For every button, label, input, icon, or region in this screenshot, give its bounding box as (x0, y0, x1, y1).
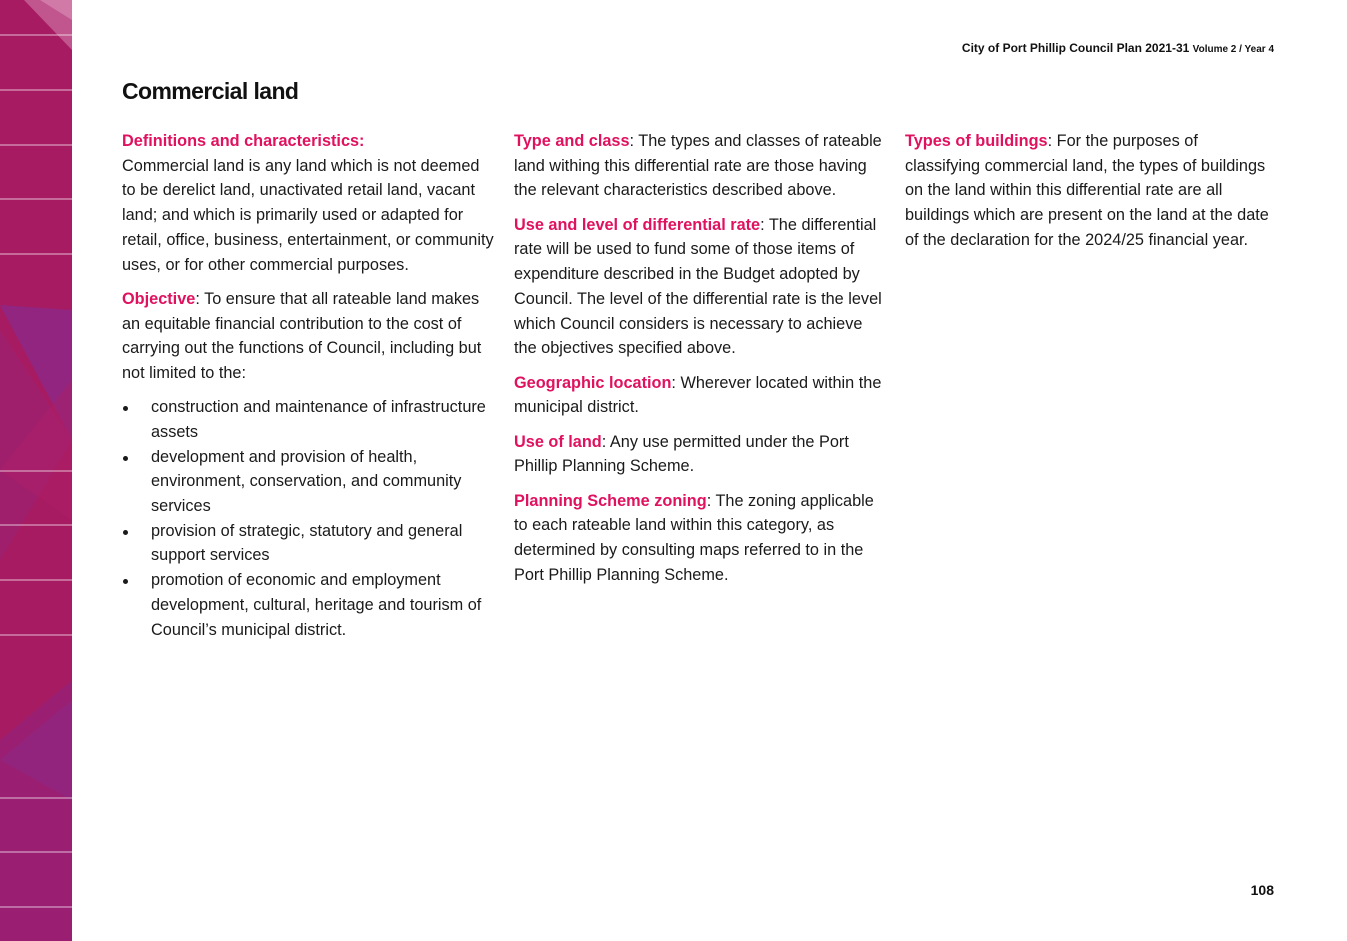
use-of-land-label: Use of land (514, 432, 602, 451)
definitions-label: Definitions and characteristics: (122, 132, 365, 150)
use-level-text: : The differential rate will be used to fund some of those items of expenditure described in the Budget adopted by Council. The level of the differential rate is the level which Council considers is necessary to achieve the objectives specified above. (514, 215, 882, 358)
objective-label: Objective (122, 289, 196, 308)
header-volume: Volume 2 / Year 4 (1192, 44, 1274, 55)
definitions-text: Commercial land is any land which is not deemed to be derelict land, unactivated retail land, vacant land; and which is primarily used or adapted for retail, office, business, entertainment, or community uses, or for other commercial purposes. (122, 156, 494, 274)
definitions-paragraph (122, 129, 494, 277)
zoning-paragraph (514, 489, 886, 588)
list-item: provision of strategic, statutory and general support services (122, 519, 494, 568)
list-item: construction and maintenance of infrastructure assets (122, 395, 494, 444)
use-level-paragraph (514, 213, 886, 361)
page-title: Commercial land (122, 78, 299, 104)
zoning-text: : The zoning applicable to each rateable land within this category, as determined by consulting maps referred to in the Port Phillip Planning Scheme. (514, 491, 874, 584)
list-item: development and provision of health, environment, conservation, and community services (122, 445, 494, 519)
column-2 (514, 129, 886, 597)
type-class-text: : The types and classes of rateable land withing this differential rate are those having the relevant characteristics described above. (514, 132, 882, 200)
buildings-paragraph (905, 129, 1277, 253)
page-number: 108 (1250, 882, 1274, 898)
objective-text: : To ensure that all rateable land makes an equitable financial contribution to the cost of carrying out the functions of Council, including but not limited to the: (122, 289, 482, 382)
buildings-text: : For the purposes of classifying commercial land, the types of buildings on the land within this differential rate are all buildings which are present on the land at the date of the declaration for the 2024/25 financial year. (905, 132, 1269, 249)
objective-paragraph (122, 287, 494, 386)
geographic-location-text: : Wherever located within the municipal district. (514, 373, 882, 417)
use-of-land-text: : Any use permitted under the Port Phillip Planning Scheme. (514, 432, 849, 476)
geographic-location-label: Geographic location (514, 373, 672, 392)
zoning-label: Planning Scheme zoning (514, 491, 707, 510)
buildings-label: Types of buildings (905, 132, 1048, 150)
functions-list (122, 395, 494, 642)
running-header (962, 41, 1274, 55)
geographic-location-paragraph (514, 371, 886, 420)
strip-pattern (0, 0, 72, 941)
decorative-side-strip (0, 0, 72, 941)
header-doc-title: City of Port Phillip Council Plan 2021-31 (961, 41, 1190, 55)
use-level-label: Use and level of differential rate (514, 215, 761, 234)
use-of-land-paragraph (514, 430, 886, 479)
type-class-label: Type and class (514, 132, 630, 150)
column-3 (905, 129, 1277, 262)
list-item: promotion of economic and employment development, cultural, heritage and tourism of Council’s municipal district. (122, 568, 494, 642)
column-1 (122, 129, 494, 642)
type-class-paragraph (514, 129, 886, 203)
